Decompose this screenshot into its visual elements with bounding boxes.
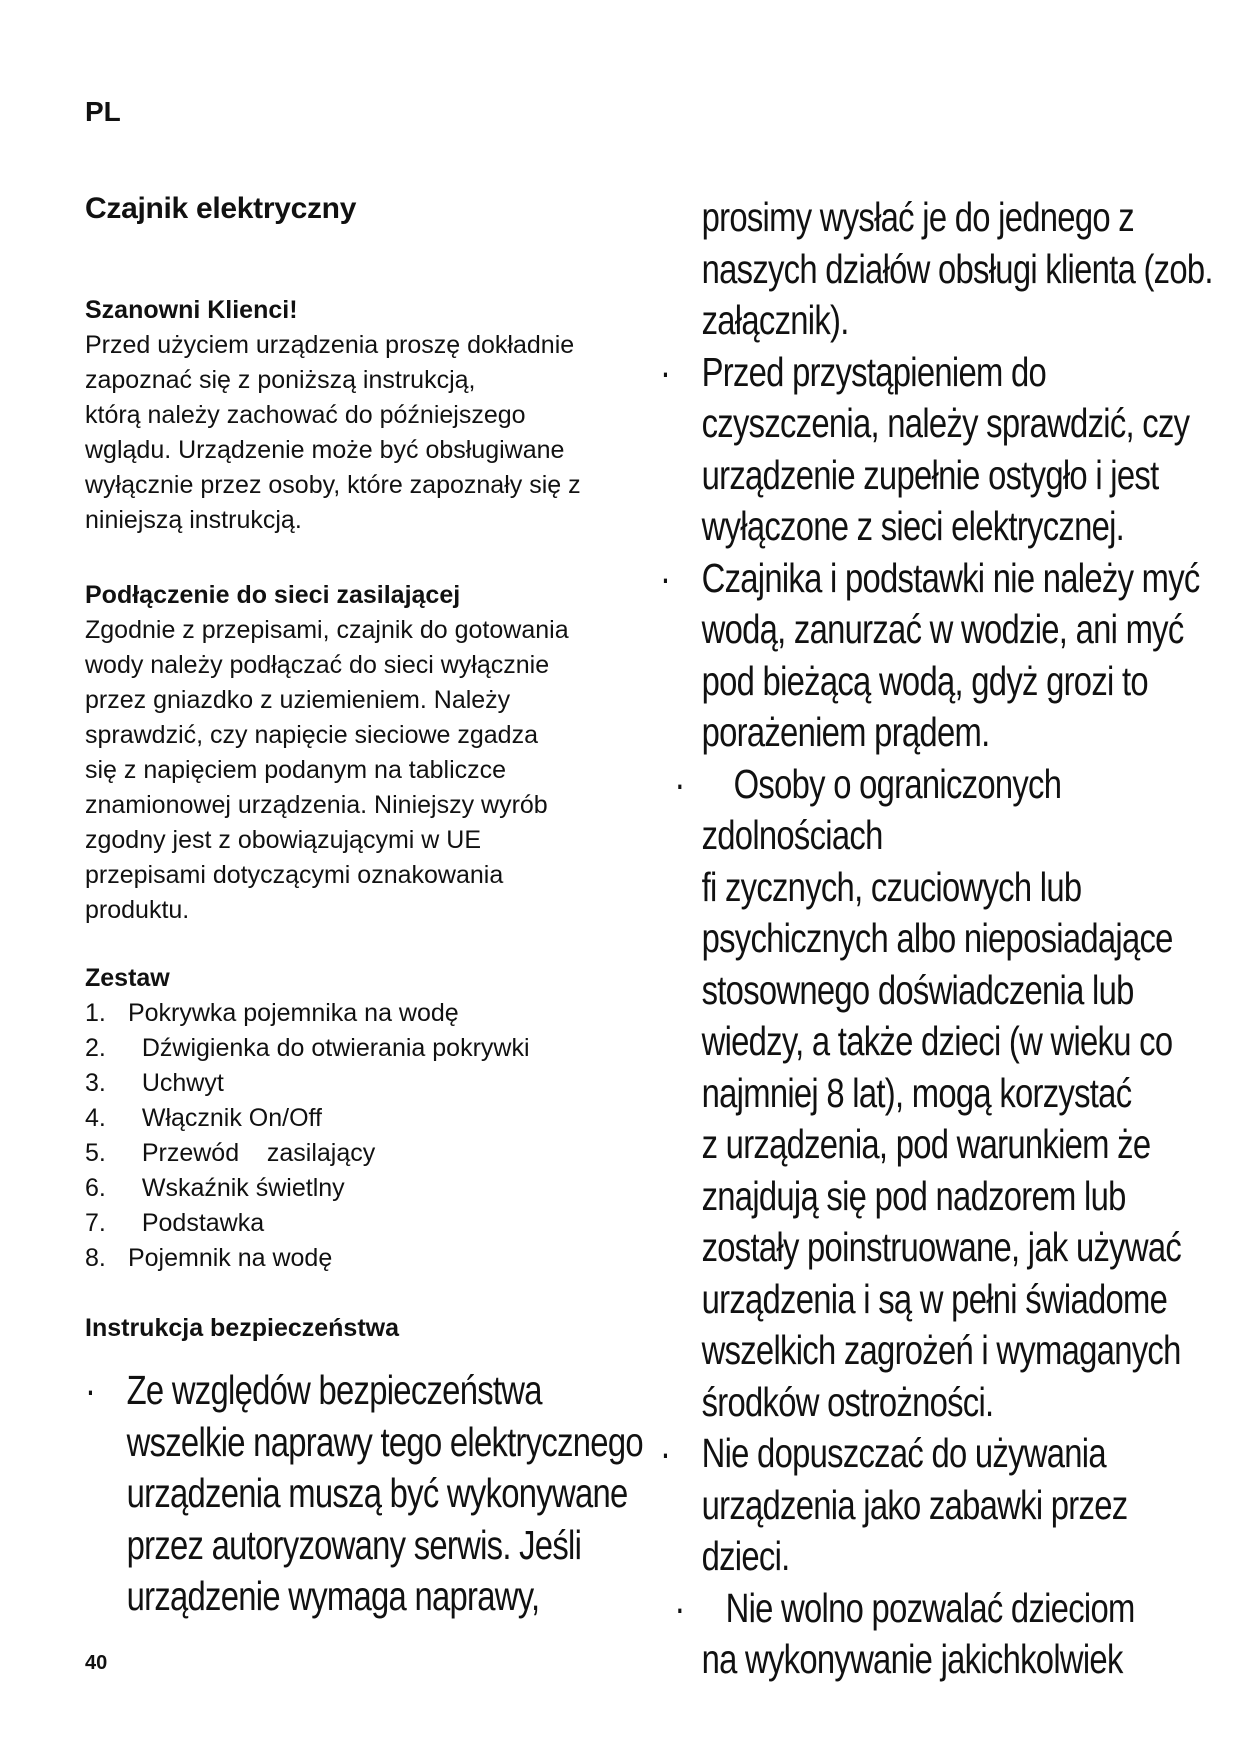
bullet-line: urządzenie wymaga naprawy, xyxy=(126,1573,540,1619)
intro-section xyxy=(85,292,645,538)
bullet-line: porażeniem prądem. xyxy=(701,709,990,755)
bullet-line: naszych działów obsługi klienta (zob. xyxy=(701,245,1213,292)
bullet-line: Ze względów bezpieczeństwa xyxy=(126,1367,542,1413)
bullet-icon: · xyxy=(674,760,685,807)
bullet-icon: · xyxy=(660,1430,671,1476)
list-item xyxy=(85,1101,645,1136)
intro-line: zapoznać się z poniższą instrukcją, xyxy=(85,366,476,394)
intro-line: Przed użyciem urządzenia proszę dokładnie xyxy=(85,331,575,359)
safety-bullet-3 xyxy=(660,553,1220,759)
power-section xyxy=(85,577,645,928)
bullet-line: Czajnika i podstawki nie należy myć xyxy=(701,554,1200,601)
bullet-line: Nie wolno pozwalać dzieciom xyxy=(725,1584,1135,1631)
bullet-line: wszelkich zagrożeń i wymaganych xyxy=(701,1327,1181,1373)
bullet-line: najmniej 8 lat), mogą korzystać xyxy=(701,1069,1132,1116)
bullet-line: pod bieżącą wodą, gdyż grozi to xyxy=(701,657,1148,704)
bullet-line: wszelkie naprawy tego elektrycznego xyxy=(126,1418,643,1465)
set-heading: Zestaw xyxy=(85,964,170,992)
item-text: Dźwigienka do otwierania pokrywki xyxy=(141,1034,530,1062)
bullet-icon: · xyxy=(85,1367,96,1413)
power-line: przepisami dotyczącymi oznakowania xyxy=(85,861,504,889)
item-text: Uchwyt xyxy=(141,1069,224,1097)
power-line: zgodny jest z obowiązującymi w UE xyxy=(85,826,481,854)
safety-bullet-4 xyxy=(660,759,1220,1429)
power-line: sprawdzić, czy napięcie sieciowe zgadza xyxy=(85,721,538,749)
safety-bullet-6 xyxy=(660,1583,1220,1686)
bullet-line: psychicznych albo nieposiadające xyxy=(701,915,1173,961)
power-line: znamionowej urządzenia. Niniejszy wyrób xyxy=(85,791,548,819)
bullet-icon: · xyxy=(660,348,671,395)
language-code: PL xyxy=(85,96,121,127)
bullet-line: czyszczenia, należy sprawdzić, czy xyxy=(701,400,1190,446)
bullet-line: załącznik). xyxy=(701,297,849,343)
bullet-line: wiedzy, a także dzieci (w wieku co xyxy=(701,1018,1173,1064)
item-text: Pojemnik na wodę xyxy=(127,1244,333,1272)
bullet-line: urządzenia jako zabawki przez xyxy=(701,1481,1128,1528)
set-list xyxy=(85,996,645,1276)
intro-line: wglądu. Urządzenie może być obsługiwane xyxy=(85,436,565,464)
item-number: 5. xyxy=(85,1139,106,1167)
item-number: 7. xyxy=(85,1209,106,1237)
page-title: Czajnik elektryczny xyxy=(85,192,357,225)
power-line: wody należy podłączać do sieci wyłącznie xyxy=(85,651,550,679)
list-item xyxy=(85,1066,645,1101)
safety-bullet-1-continued xyxy=(660,192,1220,347)
power-line: się z napięciem podanym na tabliczce xyxy=(85,756,507,784)
list-item xyxy=(85,1241,645,1276)
bullet-line: urządzenie zupełnie ostygło i jest xyxy=(701,451,1159,498)
intro-line: którą należy zachować do późniejszego xyxy=(85,401,526,429)
safety-bullet-5 xyxy=(660,1428,1220,1583)
list-item xyxy=(85,1171,645,1206)
item-number: 6. xyxy=(85,1174,106,1202)
bullet-line: Osoby o ograniczonych zdolnościach xyxy=(701,760,1062,858)
safety-heading: Instrukcja bezpieczeństwa xyxy=(85,1314,400,1342)
page-number: 40 xyxy=(85,1652,108,1674)
list-item xyxy=(85,1206,645,1241)
safety-section xyxy=(85,1310,645,1346)
right-column xyxy=(660,192,1220,1686)
bullet-line: znajdują się pod nadzorem lub xyxy=(701,1172,1126,1219)
item-number: 2. xyxy=(85,1034,106,1062)
bullet-icon: · xyxy=(660,554,671,601)
list-item xyxy=(85,1031,645,1066)
bullet-line: na wykonywanie jakichkolwiek xyxy=(701,1636,1123,1682)
item-text: Podstawka xyxy=(141,1209,265,1237)
power-line: produktu. xyxy=(85,896,190,924)
bullet-line: wodą, zanurzać w wodzie, ani myć xyxy=(701,606,1184,652)
bullet-line: urządzenia muszą być wykonywane xyxy=(126,1470,628,1516)
power-line: Zgodnie z przepisami, czajnik do gotowania xyxy=(85,616,569,644)
bullet-line: Nie dopuszczać do używania xyxy=(701,1430,1106,1476)
item-number: 4. xyxy=(85,1104,106,1132)
item-number: 3. xyxy=(85,1069,106,1097)
bullet-line: wyłączone z sieci elektrycznej. xyxy=(701,503,1125,549)
bullet-line: prosimy wysłać je do jednego z xyxy=(701,194,1134,240)
set-section xyxy=(85,960,645,1276)
list-item xyxy=(85,1136,645,1171)
safety-bullet-1 xyxy=(85,1365,645,1623)
list-item xyxy=(85,996,645,1031)
bullet-line: dzieci. xyxy=(701,1533,790,1579)
item-text: Pokrywka pojemnika na wodę xyxy=(127,999,459,1027)
item-number: 1. xyxy=(85,999,106,1027)
intro-heading: Szanowni Klienci! xyxy=(85,296,298,324)
bullet-line: fi zycznych, czuciowych lub xyxy=(701,863,1082,910)
item-text: Włącznik On/Off xyxy=(141,1104,322,1132)
bullet-line: stosownego doświadczenia lub xyxy=(701,966,1134,1013)
bullet-line: zostały poinstruowane, jak używać xyxy=(701,1224,1182,1270)
bullet-line: środków ostrożności. xyxy=(701,1378,994,1425)
bullet-line: przez autoryzowany serwis. Jeśli xyxy=(126,1521,582,1568)
bullet-icon: · xyxy=(674,1584,685,1631)
power-line: przez gniazdko z uziemieniem. Należy xyxy=(85,686,511,714)
safety-bullet-2 xyxy=(660,347,1220,553)
bullet-line: Przed przystąpieniem do xyxy=(701,348,1047,395)
intro-line: niniejszą instrukcją. xyxy=(85,506,302,534)
intro-line: wyłącznie przez osoby, które zapoznały się z xyxy=(85,471,581,499)
item-text: Wskaźnik świetlny xyxy=(141,1174,345,1202)
power-heading: Podłączenie do sieci zasilającej xyxy=(85,581,461,609)
bullet-line: z urządzenia, pod warunkiem że xyxy=(701,1121,1151,1167)
item-number: 8. xyxy=(85,1244,106,1272)
item-text: Przewód zasilający xyxy=(141,1139,376,1167)
bullet-line: urządzenia i są w pełni świadome xyxy=(701,1275,1168,1322)
